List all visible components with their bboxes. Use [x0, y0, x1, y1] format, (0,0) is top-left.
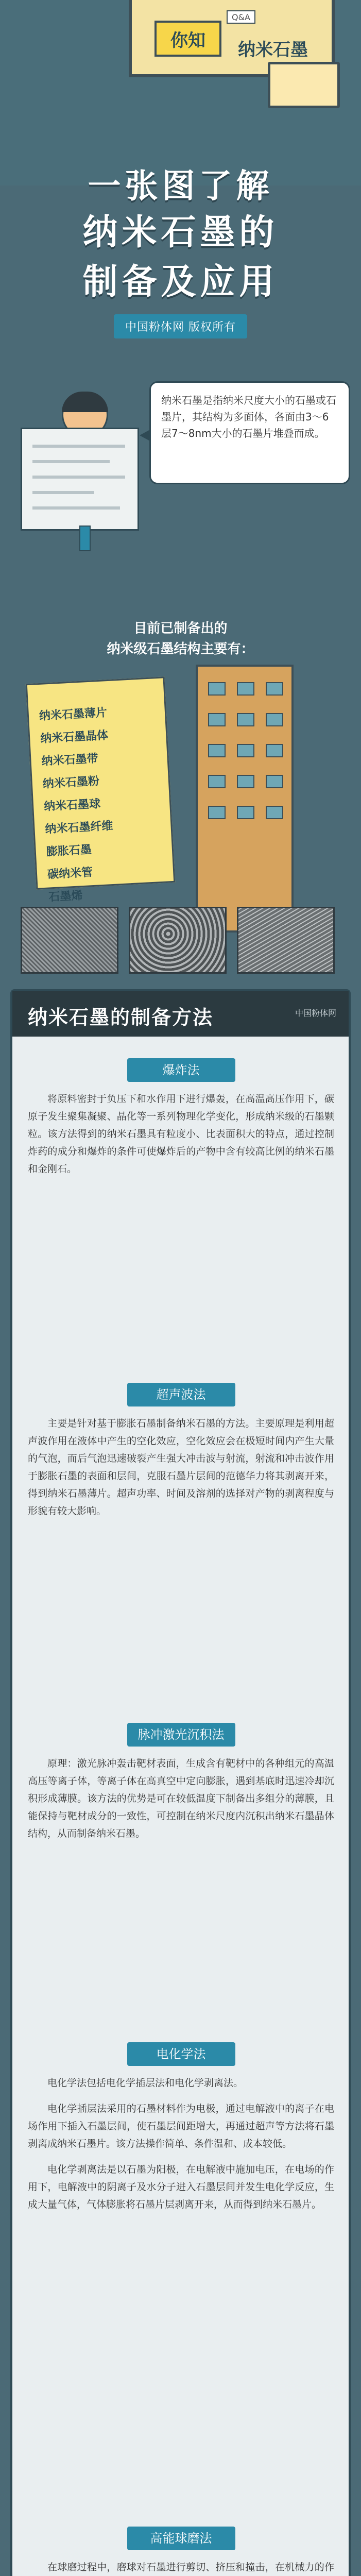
- structure-item: 纳米石墨纤维: [44, 819, 114, 836]
- header-banner: [0, 0, 361, 185]
- intro-section: [0, 350, 361, 618]
- structures-section: [0, 618, 361, 979]
- structure-item: 碳纳米管: [47, 866, 93, 882]
- method-section: [28, 2527, 334, 2576]
- structures-note-card: [26, 676, 176, 904]
- method-section: [28, 1383, 334, 1520]
- book-illustration: [268, 62, 340, 108]
- board-tag: Q&A: [227, 10, 255, 24]
- methods-panel: [10, 989, 351, 2576]
- method-section: [28, 1058, 334, 1178]
- structure-item: 纳米石墨带: [41, 752, 99, 768]
- newspaper: [21, 428, 139, 531]
- method-paragraph: 将原料密封于负压下和水作用下进行爆轰，在高温高压作用下，碳原子发生聚集凝聚、晶化等一系列物理化学变化，形成纳米级的石墨颗粒。该方法得到的纳米石墨具有粒度小、比表面积大的特点，通过控制炸药的成分和爆炸的条件可使爆炸后的产物中含有较高比例的纳米石墨和金刚石。: [28, 1093, 334, 1175]
- structure-item: 膨胀石墨: [46, 843, 92, 859]
- micrograph-image: [237, 907, 335, 974]
- method-body: [28, 2074, 334, 2213]
- method-tag: 爆炸法: [127, 1058, 235, 1082]
- method-paragraph: 电化学插层法采用的石墨材料作为电极，通过电解液中的离子在电场作用下插入石墨层间，使石墨层间距增大，再通过超声等方法将石墨剥离成纳米石墨片。该方法操作简单、条件温和、成本较低。: [28, 2103, 334, 2149]
- title-block: [0, 165, 361, 338]
- reader-hair: [62, 392, 108, 412]
- copyright-badge: 中国粉体网 版权所有: [114, 314, 247, 338]
- method-paragraph: 电化学剥离法是以石墨为阳极，在电解液中施加电压，在电场的作用下，电解液中的阴离子及水分子进入石墨层间并发生电化学反应，生成大量气体，气体膨胀将石墨片层剥离开来，从而得到纳米石墨片。: [28, 2164, 334, 2210]
- method-body: [28, 1090, 334, 1178]
- method-tag: 高能球磨法: [127, 2527, 235, 2550]
- method-paragraph: 原理：激光脉冲轰击靶材表面，生成含有靶材中的各种组元的高温高压等离子体，等离子体在高真空中定向膨胀，遇到基底时迅速冷却沉积形成薄膜。该方法的优势是可在较低温度下制备出多组分的薄膜，且能保持与靶材成分的一致性，可控制在纳米尺度内沉积出纳米石墨晶体结构，从而制备纳米石墨。: [28, 1758, 334, 1839]
- micrograph-row: [21, 907, 340, 984]
- reader-tie: [79, 526, 91, 551]
- method-tag: 超声波法: [127, 1383, 235, 1406]
- definition-bubble: 纳米石墨是指纳米尺度大小的石墨或石墨片，其结构为多面体，各面由3～6层7～8nm大小的石墨片堆叠而成。: [149, 381, 350, 484]
- method-paragraph: 主要是针对基于膨胀石墨制备纳米石墨的方法。主要原理是利用超声波作用在液体中产生的空化效应，空化效应会在极短时间内产生大量的气泡，而后气泡迅速破裂产生强大冲击波与射流，射流和冲击波作用于膨胀石墨的表面和层间，克服石墨片层间的范德华力将其剥离开来，得到纳米石墨薄片。超声功率、时间及溶剂的选择对产物的剥离程度与形貌有较大影响。: [28, 1418, 334, 1517]
- newspaper-reader-illustration: [21, 392, 144, 546]
- brand-logo: 中国粉体网: [295, 1008, 336, 1018]
- structures-heading: [0, 618, 361, 659]
- board-title: 纳米石墨: [238, 39, 308, 60]
- structure-item: 石墨烯: [48, 889, 83, 904]
- method-section: [28, 2042, 334, 2213]
- method-paragraph: 电化学法包括电化学插层法和电化学剥离法。: [47, 2077, 244, 2089]
- method-tag: 电化学法: [127, 2042, 235, 2066]
- structures-heading-line-1: 目前已制备出的: [133, 621, 228, 636]
- structure-item: 纳米石墨薄片: [39, 706, 108, 723]
- structure-item: 纳米石墨晶体: [40, 729, 109, 745]
- method-section: [28, 1723, 334, 1842]
- structure-item: 纳米石墨球: [43, 798, 101, 814]
- method-paragraph: 在球磨过程中，磨球对石墨进行剪切、挤压和撞击，在机械力的作: [47, 2562, 334, 2573]
- method-tag: 脉冲激光沉积法: [127, 1723, 235, 1747]
- building-illustration: [196, 665, 294, 933]
- title-line-2: 纳米石墨的: [82, 212, 279, 253]
- title-line-1: 一张图了解: [88, 167, 273, 206]
- methods-title: 纳米石墨的制备方法: [12, 991, 349, 1037]
- method-body: [28, 2558, 334, 2576]
- micrograph-image: [21, 907, 118, 974]
- board-label: 你知: [154, 21, 221, 57]
- method-body: [28, 1415, 334, 1520]
- micrograph-image: [129, 907, 227, 974]
- title-line-3: 制备及应用: [82, 262, 279, 302]
- structure-item: 纳米石墨粉: [42, 775, 100, 791]
- method-body: [28, 1755, 334, 1842]
- structures-heading-line-2: 纳米级石墨结构主要有：: [107, 641, 254, 657]
